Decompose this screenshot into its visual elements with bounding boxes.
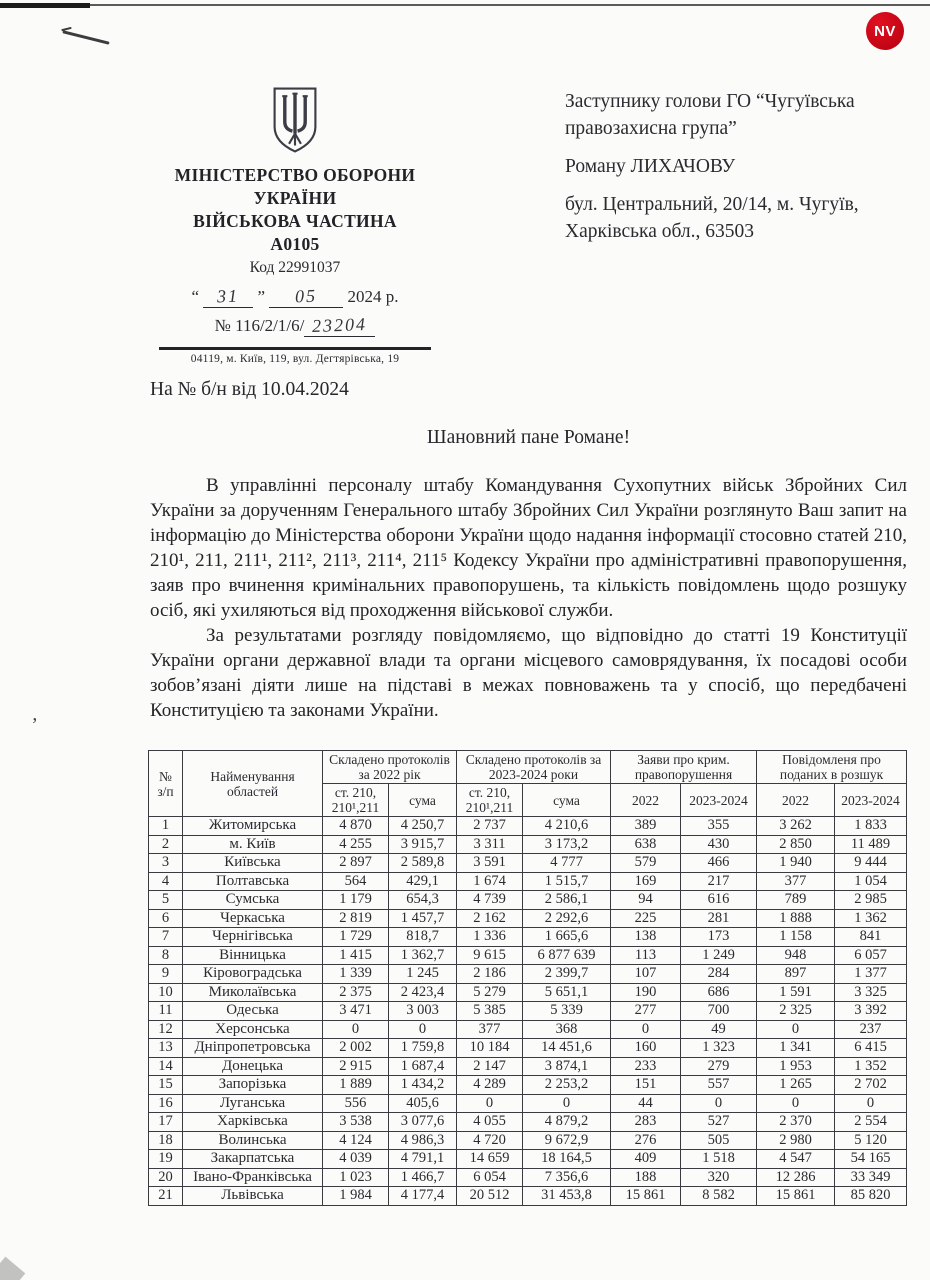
region-name-cell: Волинська: [183, 1131, 323, 1150]
table-row: [149, 872, 907, 891]
subcol-suma-2022: сума: [389, 784, 457, 817]
value-cell: 107: [611, 965, 681, 984]
region-name-cell: Івано-Франківська: [183, 1168, 323, 1187]
value-cell: 3 325: [835, 983, 907, 1002]
value-cell: 1 265: [757, 1076, 835, 1095]
value-cell: 5 120: [835, 1131, 907, 1150]
value-cell: 6 877 639: [523, 946, 611, 965]
value-cell: 466: [681, 854, 757, 873]
table-row: [149, 1057, 907, 1076]
table-row: [149, 983, 907, 1002]
subcol-article-2022: ст. 210, 210¹,211: [323, 784, 389, 817]
value-cell: 190: [611, 983, 681, 1002]
value-cell: 2 589,8: [389, 854, 457, 873]
value-cell: 6 057: [835, 946, 907, 965]
value-cell: 320: [681, 1168, 757, 1187]
col-group-wanted-notices: Повідомленя про поданих в розшук: [757, 751, 907, 784]
value-cell: 1 245: [389, 965, 457, 984]
value-cell: 173: [681, 928, 757, 947]
value-cell: 4 547: [757, 1150, 835, 1169]
value-cell: 3 538: [323, 1113, 389, 1132]
value-cell: 2 253,2: [523, 1076, 611, 1095]
value-cell: 654,3: [389, 891, 457, 910]
subcol-wanted-2023: 2023-2024: [835, 784, 907, 817]
value-cell: 377: [757, 872, 835, 891]
table-row: [149, 1039, 907, 1058]
value-cell: 281: [681, 909, 757, 928]
value-cell: 6 415: [835, 1039, 907, 1058]
region-name-cell: Житомирська: [183, 817, 323, 836]
table-row: [149, 891, 907, 910]
region-name-cell: Донецька: [183, 1057, 323, 1076]
value-cell: 188: [611, 1168, 681, 1187]
value-cell: 579: [611, 854, 681, 873]
table-body: [149, 817, 907, 1206]
row-number-cell: 13: [149, 1039, 183, 1058]
row-number-cell: 16: [149, 1094, 183, 1113]
value-cell: 2 375: [323, 983, 389, 1002]
row-number-cell: 2: [149, 835, 183, 854]
row-number-cell: 21: [149, 1187, 183, 1206]
region-name-cell: Чернігівська: [183, 928, 323, 947]
document-number-prefix: № 116/2/1/6/: [214, 316, 305, 335]
value-cell: 14 451,6: [523, 1039, 611, 1058]
value-cell: 1 339: [323, 965, 389, 984]
value-cell: 2 554: [835, 1113, 907, 1132]
value-cell: 5 385: [457, 1002, 523, 1021]
value-cell: 700: [681, 1002, 757, 1021]
region-name-cell: Луганська: [183, 1094, 323, 1113]
row-number-cell: 17: [149, 1113, 183, 1132]
value-cell: 0: [757, 1094, 835, 1113]
row-number-cell: 12: [149, 1020, 183, 1039]
value-cell: 3 392: [835, 1002, 907, 1021]
value-cell: 897: [757, 965, 835, 984]
row-number-cell: 4: [149, 872, 183, 891]
value-cell: 564: [323, 872, 389, 891]
value-cell: 2 819: [323, 909, 389, 928]
recipient-block: [565, 88, 915, 256]
value-cell: 1 729: [323, 928, 389, 947]
value-cell: 1 054: [835, 872, 907, 891]
table-row: [149, 1113, 907, 1132]
value-cell: 1 984: [323, 1187, 389, 1206]
row-number-cell: 10: [149, 983, 183, 1002]
recipient-address: бул. Центральний, 20/14, м. Чугуїв, Харківська обл., 63503: [565, 194, 859, 242]
value-cell: 276: [611, 1131, 681, 1150]
value-cell: 1 377: [835, 965, 907, 984]
table-row: [149, 1094, 907, 1113]
value-cell: 1 953: [757, 1057, 835, 1076]
value-cell: 789: [757, 891, 835, 910]
ukraine-trident-emblem-icon: [269, 86, 321, 154]
region-name-cell: Закарпатська: [183, 1150, 323, 1169]
value-cell: 0: [523, 1094, 611, 1113]
value-cell: 2 162: [457, 909, 523, 928]
value-cell: 1 434,2: [389, 1076, 457, 1095]
value-cell: 2 737: [457, 817, 523, 836]
recipient-name: Роману ЛИХАЧОВУ: [565, 156, 736, 177]
value-cell: 8 582: [681, 1187, 757, 1206]
salutation: Шановний пане Романе!: [426, 427, 631, 448]
table-row: [149, 946, 907, 965]
value-cell: 138: [611, 928, 681, 947]
value-cell: 31 453,8: [523, 1187, 611, 1206]
row-number-cell: 8: [149, 946, 183, 965]
table-row: [149, 1020, 907, 1039]
value-cell: 18 164,5: [523, 1150, 611, 1169]
value-cell: 2 423,4: [389, 983, 457, 1002]
subcol-criminal-2023: 2023-2024: [681, 784, 757, 817]
row-number-cell: 1: [149, 817, 183, 836]
statistics-table: [148, 750, 907, 1206]
table-row: [149, 1150, 907, 1169]
value-cell: 2 002: [323, 1039, 389, 1058]
value-cell: 638: [611, 835, 681, 854]
value-cell: 284: [681, 965, 757, 984]
nv-logo-text: NV: [874, 22, 896, 40]
row-number-cell: 6: [149, 909, 183, 928]
value-cell: 5 279: [457, 983, 523, 1002]
handwritten-day: 31: [216, 285, 240, 307]
col-group-protocols-2022: Складено протоколів за 2022 рік: [323, 751, 457, 784]
value-cell: 2 850: [757, 835, 835, 854]
quote-open: “: [191, 287, 199, 306]
value-cell: 4 720: [457, 1131, 523, 1150]
value-cell: 2 985: [835, 891, 907, 910]
value-cell: 2 292,6: [523, 909, 611, 928]
value-cell: 2 370: [757, 1113, 835, 1132]
value-cell: 1 591: [757, 983, 835, 1002]
value-cell: 3 003: [389, 1002, 457, 1021]
value-cell: 505: [681, 1131, 757, 1150]
value-cell: 3 262: [757, 817, 835, 836]
region-name-cell: Херсонська: [183, 1020, 323, 1039]
value-cell: 2 147: [457, 1057, 523, 1076]
value-cell: 20 512: [457, 1187, 523, 1206]
org-name-line1: МІНІСТЕРСТВО ОБОРОНИ: [174, 165, 416, 185]
value-cell: 4 124: [323, 1131, 389, 1150]
table-row: [149, 835, 907, 854]
value-cell: 4 289: [457, 1076, 523, 1095]
value-cell: 9 672,9: [523, 1131, 611, 1150]
value-cell: 4 739: [457, 891, 523, 910]
value-cell: 2 980: [757, 1131, 835, 1150]
table-row: [149, 928, 907, 947]
table-row: [149, 1131, 907, 1150]
region-name-cell: Одеська: [183, 1002, 323, 1021]
table-row: [149, 1187, 907, 1206]
row-number-cell: 7: [149, 928, 183, 947]
org-unit-number: А0105: [270, 234, 320, 254]
value-cell: 217: [681, 872, 757, 891]
value-cell: 2 399,7: [523, 965, 611, 984]
value-cell: 0: [457, 1094, 523, 1113]
value-cell: 3 077,6: [389, 1113, 457, 1132]
value-cell: 15 861: [611, 1187, 681, 1206]
row-number-cell: 19: [149, 1150, 183, 1169]
value-cell: 841: [835, 928, 907, 947]
value-cell: 2 325: [757, 1002, 835, 1021]
value-cell: 4 791,1: [389, 1150, 457, 1169]
statistics-table-wrap: [148, 750, 906, 1206]
value-cell: 409: [611, 1150, 681, 1169]
value-cell: 1 323: [681, 1039, 757, 1058]
value-cell: 368: [523, 1020, 611, 1039]
value-cell: 4 039: [323, 1150, 389, 1169]
value-cell: 686: [681, 983, 757, 1002]
value-cell: 225: [611, 909, 681, 928]
value-cell: 49: [681, 1020, 757, 1039]
value-cell: 1 833: [835, 817, 907, 836]
value-cell: 2 915: [323, 1057, 389, 1076]
region-name-cell: Харківська: [183, 1113, 323, 1132]
recipient-title: Заступнику голови ГО “Чугуївська правозахисна група”: [565, 91, 855, 139]
value-cell: 1 362: [835, 909, 907, 928]
value-cell: 4 177,4: [389, 1187, 457, 1206]
document-number-line: [150, 315, 440, 337]
value-cell: 4 777: [523, 854, 611, 873]
scan-corner-smudge: [0, 1257, 25, 1280]
value-cell: 1 249: [681, 946, 757, 965]
value-cell: 44: [611, 1094, 681, 1113]
value-cell: 1 888: [757, 909, 835, 928]
date-year: 2024 р.: [347, 287, 399, 306]
value-cell: 377: [457, 1020, 523, 1039]
value-cell: 1 023: [323, 1168, 389, 1187]
region-name-cell: Кіровоградська: [183, 965, 323, 984]
value-cell: 6 054: [457, 1168, 523, 1187]
value-cell: 11 489: [835, 835, 907, 854]
value-cell: 160: [611, 1039, 681, 1058]
value-cell: 556: [323, 1094, 389, 1113]
value-cell: 9 444: [835, 854, 907, 873]
region-name-cell: Миколаївська: [183, 983, 323, 1002]
value-cell: 389: [611, 817, 681, 836]
col-group-criminal-reports: Заяви про крим. правопорушення: [611, 751, 757, 784]
value-cell: 233: [611, 1057, 681, 1076]
value-cell: 1 415: [323, 946, 389, 965]
quote-close: ”: [257, 287, 266, 306]
org-code: Код 22991037: [249, 259, 341, 276]
value-cell: 818,7: [389, 928, 457, 947]
region-name-cell: Львівська: [183, 1187, 323, 1206]
row-number-cell: 3: [149, 854, 183, 873]
value-cell: 277: [611, 1002, 681, 1021]
table-row: [149, 1076, 907, 1095]
value-cell: 7 356,6: [523, 1168, 611, 1187]
value-cell: 1 466,7: [389, 1168, 457, 1187]
letterhead-divider: [159, 347, 431, 350]
value-cell: 2 702: [835, 1076, 907, 1095]
table-row: [149, 817, 907, 836]
row-number-cell: 11: [149, 1002, 183, 1021]
value-cell: 3 915,7: [389, 835, 457, 854]
row-number-cell: 20: [149, 1168, 183, 1187]
region-name-cell: Полтавська: [183, 872, 323, 891]
org-name-line3: ВІЙСЬКОВА ЧАСТИНА: [193, 211, 397, 231]
letter-body: [150, 473, 907, 723]
value-cell: 0: [611, 1020, 681, 1039]
value-cell: 355: [681, 817, 757, 836]
row-number-cell: 18: [149, 1131, 183, 1150]
subcol-article-2023: ст. 210, 210¹,211: [457, 784, 523, 817]
row-number-cell: 15: [149, 1076, 183, 1095]
value-cell: 85 820: [835, 1187, 907, 1206]
value-cell: 283: [611, 1113, 681, 1132]
value-cell: 15 861: [757, 1187, 835, 1206]
value-cell: 1 687,4: [389, 1057, 457, 1076]
value-cell: 94: [611, 891, 681, 910]
value-cell: 405,6: [389, 1094, 457, 1113]
value-cell: 151: [611, 1076, 681, 1095]
value-cell: 3 874,1: [523, 1057, 611, 1076]
letterhead-block: [150, 86, 440, 365]
row-number-cell: 5: [149, 891, 183, 910]
value-cell: 12 286: [757, 1168, 835, 1187]
value-cell: 0: [681, 1094, 757, 1113]
value-cell: 1 352: [835, 1057, 907, 1076]
value-cell: 2 586,1: [523, 891, 611, 910]
value-cell: 4 986,3: [389, 1131, 457, 1150]
region-name-cell: Черкаська: [183, 909, 323, 928]
pen-stroke-mark: [62, 30, 109, 45]
value-cell: 1 515,7: [523, 872, 611, 891]
scan-edge-line: [88, 4, 930, 6]
value-cell: 14 659: [457, 1150, 523, 1169]
document-date-line: [150, 286, 440, 308]
value-cell: 557: [681, 1076, 757, 1095]
value-cell: 1 179: [323, 891, 389, 910]
value-cell: 169: [611, 872, 681, 891]
col-header-number: № з/п: [149, 751, 183, 817]
value-cell: 9 615: [457, 946, 523, 965]
col-group-protocols-2023-2024: Складено протоколів за 2023-2024 роки: [457, 751, 611, 784]
value-cell: 1 518: [681, 1150, 757, 1169]
value-cell: 429,1: [389, 872, 457, 891]
table-row: [149, 1168, 907, 1187]
org-name-line2: УКРАЇНИ: [253, 188, 337, 208]
value-cell: 5 651,1: [523, 983, 611, 1002]
handwritten-month: 05: [294, 285, 318, 307]
value-cell: 1 665,6: [523, 928, 611, 947]
value-cell: 33 349: [835, 1168, 907, 1187]
value-cell: 1 336: [457, 928, 523, 947]
value-cell: 4 870: [323, 817, 389, 836]
reference-line: На № б/н від 10.04.2024: [150, 379, 349, 400]
value-cell: 1 889: [323, 1076, 389, 1095]
value-cell: 237: [835, 1020, 907, 1039]
value-cell: 5 339: [523, 1002, 611, 1021]
value-cell: 1 940: [757, 854, 835, 873]
region-name-cell: Дніпропетровська: [183, 1039, 323, 1058]
value-cell: 4 255: [323, 835, 389, 854]
table-row: [149, 854, 907, 873]
value-cell: 1 674: [457, 872, 523, 891]
table-row: [149, 909, 907, 928]
value-cell: 3 471: [323, 1002, 389, 1021]
row-number-cell: 9: [149, 965, 183, 984]
value-cell: 3 173,2: [523, 835, 611, 854]
subcol-wanted-2022: 2022: [757, 784, 835, 817]
region-name-cell: м. Київ: [183, 835, 323, 854]
value-cell: 3 311: [457, 835, 523, 854]
value-cell: 1 759,8: [389, 1039, 457, 1058]
scan-edge-corner: [0, 3, 90, 8]
table-row: [149, 965, 907, 984]
value-cell: 10 184: [457, 1039, 523, 1058]
value-cell: 2 186: [457, 965, 523, 984]
value-cell: 3 591: [457, 854, 523, 873]
region-name-cell: Запорізька: [183, 1076, 323, 1095]
value-cell: 1 457,7: [389, 909, 457, 928]
body-paragraph-1: В управлінні персоналу штабу Командування Сухопутних військ Збройних Сил України за дорученням Генерального штабу Збройних Сил України розглянуто Ваш запит на інформацію до Міністерства оборони України щодо надання інформації стосовно статей 210, 210¹, 211, 211¹, 211², 211³, 211⁴, 211⁵ Кодексу України про адміністративні правопорушення, заяв про вчинення кримінальних правопорушень, та кількість повідомлень щодо розшуку осіб, які ухиляються від проходження військової служби.: [150, 475, 907, 621]
table-header: [149, 751, 907, 817]
value-cell: 0: [323, 1020, 389, 1039]
region-name-cell: Вінницька: [183, 946, 323, 965]
value-cell: 54 165: [835, 1150, 907, 1169]
value-cell: 1 341: [757, 1039, 835, 1058]
value-cell: 279: [681, 1057, 757, 1076]
value-cell: 616: [681, 891, 757, 910]
value-cell: 4 210,6: [523, 817, 611, 836]
value-cell: 4 250,7: [389, 817, 457, 836]
region-name-cell: Сумська: [183, 891, 323, 910]
value-cell: 430: [681, 835, 757, 854]
value-cell: 0: [389, 1020, 457, 1039]
value-cell: 0: [835, 1094, 907, 1113]
value-cell: 113: [611, 946, 681, 965]
value-cell: 0: [757, 1020, 835, 1039]
value-cell: 4 055: [457, 1113, 523, 1132]
value-cell: 948: [757, 946, 835, 965]
region-name-cell: Київська: [183, 854, 323, 873]
subcol-criminal-2022: 2022: [611, 784, 681, 817]
body-paragraph-2: За результатами розгляду повідомляємо, що відповідно до статті 19 Конституції України органи державної влади та органи місцевого самоврядування, їх посадові особи зобов’язані діяти лише на підставі в межах повноважень та у спосіб, що передбачені Конституцією та законами України.: [150, 625, 907, 721]
nv-logo-badge: [866, 12, 904, 50]
value-cell: 1 362,7: [389, 946, 457, 965]
value-cell: 2 897: [323, 854, 389, 873]
org-address: 04119, м. Київ, 119, вул. Дегтярівська, 19: [190, 352, 400, 365]
value-cell: 4 879,2: [523, 1113, 611, 1132]
value-cell: 527: [681, 1113, 757, 1132]
col-header-region: Найменування областей: [183, 751, 323, 817]
value-cell: 1 158: [757, 928, 835, 947]
stray-ink-mark: ’: [30, 714, 37, 736]
subcol-suma-2023: сума: [523, 784, 611, 817]
handwritten-number: 23204: [312, 314, 368, 336]
row-number-cell: 14: [149, 1057, 183, 1076]
table-row: [149, 1002, 907, 1021]
